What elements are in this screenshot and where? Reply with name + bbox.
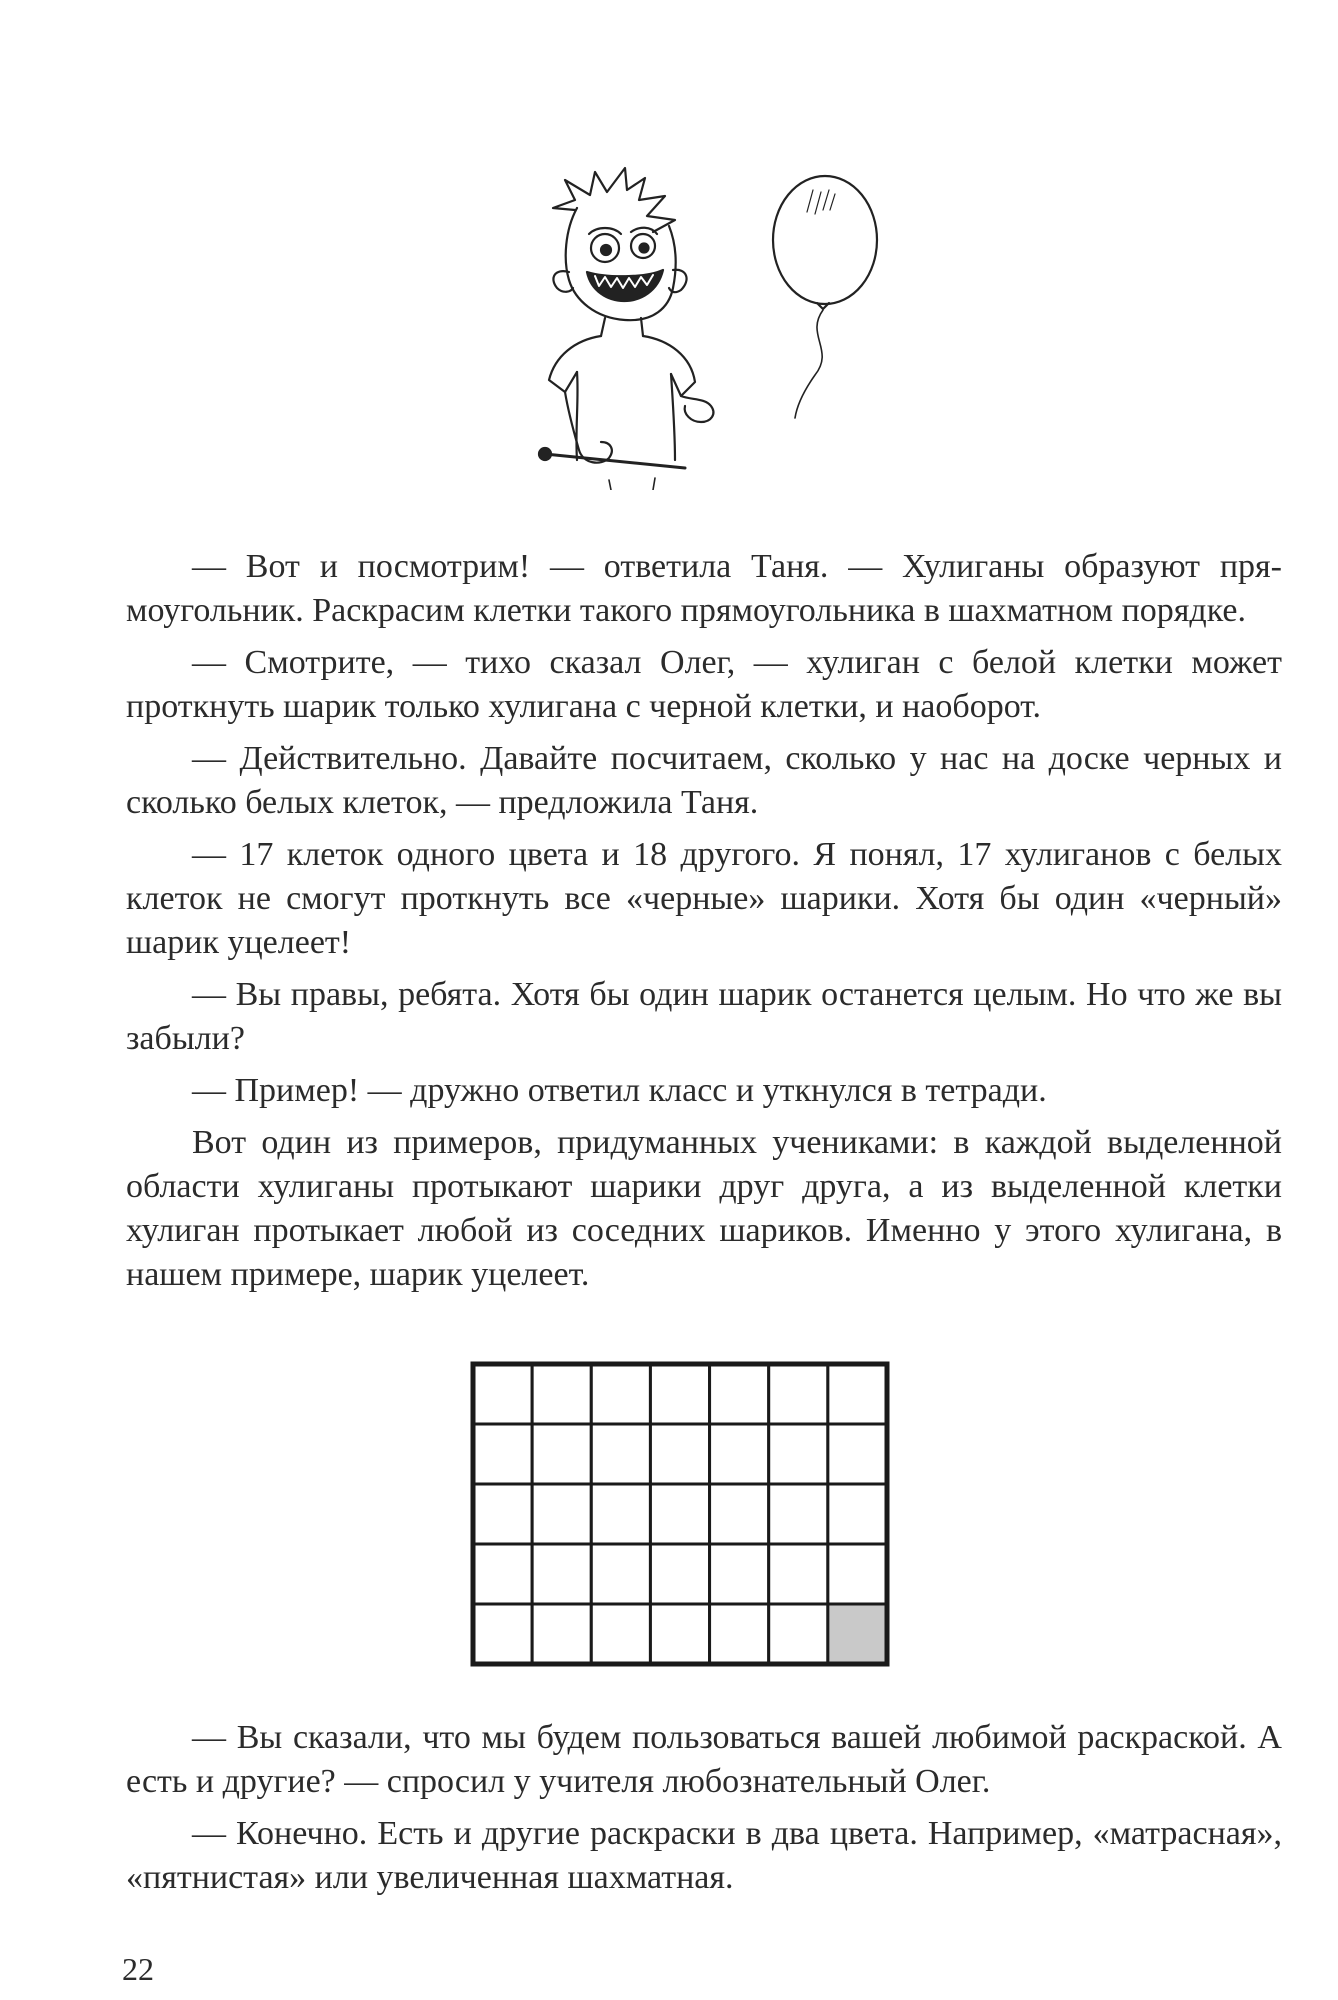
page-number: 22 xyxy=(122,1951,154,1987)
grid-cell xyxy=(710,1484,769,1544)
grid-cell xyxy=(769,1484,828,1544)
paragraph: — 17 клеток одного цвета и 18 другого. Я понял, 17 хулиганов с белых клеток не смогут проткнуть все «черные» шарики. Хотя бы один «черный» шарик уцелеет! xyxy=(126,836,1282,961)
paragraph: — Вы сказали, что мы будем пользоваться вашей любимой раскраской. А есть и другие? — спросил у учителя любознательный Олег. xyxy=(126,1719,1282,1800)
grid-cell xyxy=(532,1604,591,1664)
grid-cell xyxy=(591,1544,650,1604)
boy-with-balloon-icon xyxy=(535,160,915,490)
grid-cell xyxy=(591,1424,650,1484)
grid-cell xyxy=(828,1424,887,1484)
paragraph: — Смотрите, — тихо сказал Олег, — хулиган с белой клетки может проткнуть шарик только хулигана с черной клетки, и наоборот. xyxy=(126,644,1282,725)
grid-cell xyxy=(532,1544,591,1604)
paragraph: — Пример! — дружно ответил класс и уткнулся в тетради. xyxy=(192,1072,1047,1109)
grid-cell xyxy=(650,1544,709,1604)
paragraph: — Действительно. Давайте посчитаем, сколько у нас на доске черных и сколько белых клеток, — предложила Таня. xyxy=(126,740,1282,821)
grid-cell xyxy=(532,1364,591,1424)
grid-cell xyxy=(710,1424,769,1484)
grid-cell xyxy=(591,1604,650,1664)
grid-cell xyxy=(828,1544,887,1604)
grid-cell xyxy=(769,1544,828,1604)
grid-cell xyxy=(473,1484,532,1544)
grid-cell xyxy=(710,1544,769,1604)
grid-cell xyxy=(650,1364,709,1424)
grid-cell xyxy=(591,1364,650,1424)
grid-cell xyxy=(532,1484,591,1544)
main-text-bottom xyxy=(126,1716,1282,1908)
grid-cell xyxy=(473,1364,532,1424)
main-text-top xyxy=(126,545,1282,1305)
grid-cell xyxy=(828,1364,887,1424)
grid-cell xyxy=(473,1424,532,1484)
grid-cell xyxy=(828,1484,887,1544)
grid-cell xyxy=(473,1544,532,1604)
grid-cell xyxy=(650,1604,709,1664)
paragraph: — Вы правы, ребята. Хотя бы один шарик останется целым. Но что же вы забыли? xyxy=(126,976,1282,1057)
paragraph: — Вот и посмотрим! — ответила Таня. — Хулиганы образуют прямоугольник. Раскрасим клетки такого прямоугольника в шахматном порядке. xyxy=(126,548,1282,629)
rectangle-grid xyxy=(470,1361,890,1667)
grid-cell xyxy=(650,1484,709,1544)
grid-cell xyxy=(591,1484,650,1544)
grid-cell xyxy=(532,1424,591,1484)
grid-cell xyxy=(710,1364,769,1424)
grid-cell xyxy=(769,1604,828,1664)
grid-cell xyxy=(710,1604,769,1664)
grid-cell xyxy=(473,1604,532,1664)
grid-cell xyxy=(650,1424,709,1484)
grid-figure xyxy=(470,1361,890,1672)
balloon-icon xyxy=(773,176,877,304)
paragraph: — Конечно. Есть и другие раскраски в два цвета. Например, «матрасная», «пятнистая» или увеличенная шахматная. xyxy=(126,1815,1282,1896)
paragraph: Вот один из примеров, придуманных учениками: в каждой выделенной области хулиганы протыкают шарики друг друга, а из выделенной клетки хулиган протыкает любой из соседних шариков. Именно у этого хулигана, в нашем примере, шарик уцелеет. xyxy=(126,1124,1282,1293)
grid-cell xyxy=(769,1364,828,1424)
grid-cell-highlighted xyxy=(828,1604,887,1664)
grid-cell xyxy=(769,1424,828,1484)
